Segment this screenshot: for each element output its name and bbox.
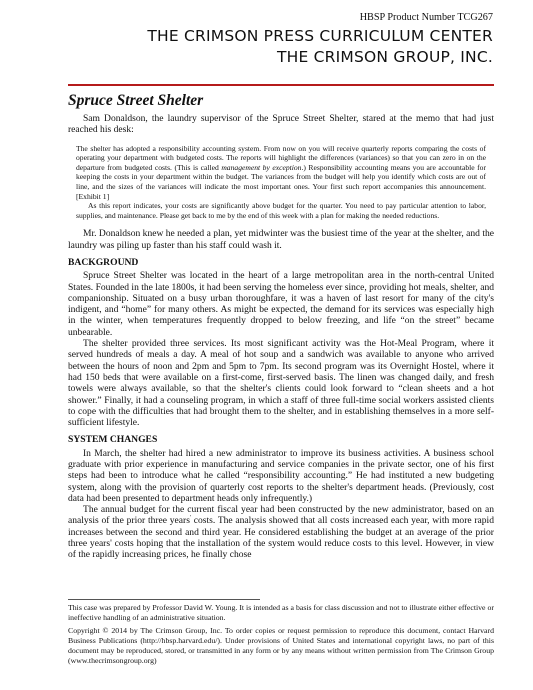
footer-divider bbox=[68, 599, 260, 600]
org-name-line2: THE CRIMSON GROUP, INC. bbox=[277, 48, 493, 66]
system-changes-paragraph-1: In March, the shelter had hired a new administrator to improve its business activities. A business school graduate with prior experience in manufacturing and service companies in the private sector, one of his first steps had been to introduce what he called “responsibility accounting.” He had instituted a new budgeting system, along with the provision of quarterly cost reports to the shelter's department heads. (Previously, cost data had been presented to department heads only infrequently.) bbox=[68, 447, 494, 504]
sc-text-a: The annual budget for the current fiscal year had been constructed by the new administrator, based on an analysis of the prior three years bbox=[68, 504, 494, 527]
footer-notes bbox=[68, 603, 494, 666]
footer-copyright: Copyright © 2014 by The Crimson Group, Inc. To order copies or request permission to reproduce this document, contact Harvard Business Publications (http://hbsp.harvard.edu/). Under provisions of United States and international copyright laws, no part of this document may be reproduced, stored, or transmitted in any form or by any means without written permission from The Crimson Group (www.thecrimsongroup.org) bbox=[68, 626, 494, 665]
org-name-line1: THE CRIMSON PRESS CURRICULUM CENTER bbox=[147, 27, 493, 45]
system-changes-heading: SYSTEM CHANGES bbox=[68, 434, 158, 446]
background-paragraph-1: Spruce Street Shelter was located in the heart of a large metropolitan area in the north-central United States. Founded in the late 1800s, it had been serving the homeless ever since, providing hot meals, shelter, and companionship. Situated on a busy urban thoroughfare, it was a haven of last resort for many of the city's indigent, and “home” for many others. As might be expected, the demand for its services was especially high in the winter, when temperatures frequently dropped to below freezing, and life “on the street” became unbearable. bbox=[68, 270, 494, 338]
case-title: Spruce Street Shelter bbox=[68, 92, 204, 109]
memo-text-a: The shelter has adopted a responsibility accounting system. From now on you will receive quarterly reports comparing the costs of operating your department with budgeted costs. The reports will highlight the differences (variances) so that you can zero in on the departure from budgeted costs. (This is called bbox=[76, 143, 486, 172]
intro-paragraph: Sam Donaldson, the laundry supervisor of the Spruce Street Shelter, stared at the memo that had just reached his desk: bbox=[68, 113, 494, 136]
background-heading: BACKGROUND bbox=[68, 256, 139, 268]
header-divider bbox=[68, 84, 494, 86]
memo-text-b: .) Responsibility accounting means you are accountable for keeping the costs in your department within the budget. The variances from the budget will help you identify which costs are out of line, and the sizes of the variances will indicate the most important ones. Your first such report accompanies this announcement. [Exhibit 1] bbox=[76, 162, 487, 201]
memo-paragraph-2: As this report indicates, your costs are significantly above budget for the quarter. You need to pay particular attention to labor, supplies, and maintenance. Please get back to me by the end of this week with a plan for making the needed reductions. bbox=[76, 201, 486, 220]
product-number: HBSP Product Number TCG267 bbox=[359, 12, 493, 23]
sc-text-b: costs. The analysis showed that all costs increased each year, with more rapid increases between the second and third year. He considered establishing the budget at an average of the prior three years' costs hoping that the installation of the system would reduce costs to this level. However, in view of the rapidly increasing prices, he finally chose bbox=[68, 515, 494, 561]
memo-paragraph-1 bbox=[76, 144, 486, 202]
sc-superscript: ' bbox=[189, 515, 192, 522]
background-paragraph-2: The shelter provided three services. Its most significant activity was the Hot-Meal Program, where it served hundreds of meals a day. A meal of hot soup and a sandwich was available to anyone who arrived between the hours of noon and 2pm and 5pm to 7pm. Its second program was its Overnight Hostel, where it had 150 beds that were available on a first-come, first-served basis. The linen was changed daily, and fresh towels were always available, so that the shelter's clients could look forward to “clean sheets and a hot shower.” Finally, it had a counseling program, in which a staff of three full-time social workers assisted clients to cope with the difficulties that had brought them to the shelter, and in establishing themselves in a more self-sufficient lifestyle. bbox=[68, 338, 494, 429]
after-memo-paragraph: Mr. Donaldson knew he needed a plan, yet midwinter was the busiest time of the year at the shelter, and the laundry was piling up faster than his staff could wash it. bbox=[68, 228, 494, 251]
memo-emphasis: management by exception bbox=[221, 162, 302, 172]
memo-block bbox=[76, 144, 486, 221]
footer-case-note: This case was prepared by Professor David W. Young. It is intended as a basis for class discussion and not to illustrate either effective or ineffective handling of an administrative situation. bbox=[68, 603, 494, 622]
system-changes-paragraph-2 bbox=[68, 504, 494, 560]
case-body bbox=[68, 113, 494, 561]
